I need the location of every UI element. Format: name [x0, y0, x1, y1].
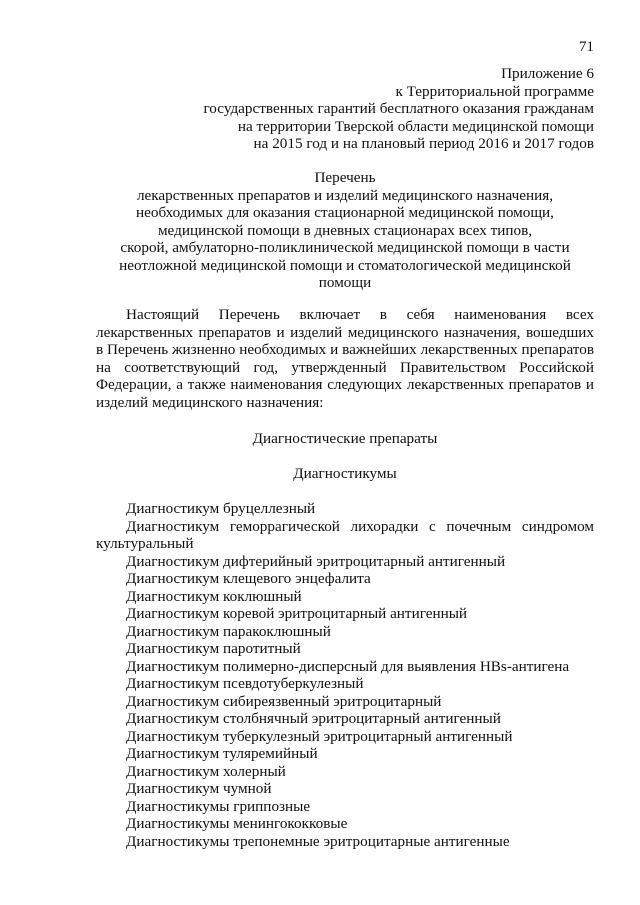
- list-item: Диагностикумы гриппозные: [126, 797, 311, 815]
- appendix-line: государственных гарантий бесплатного оказания гражданам: [203, 100, 594, 117]
- appendix-line: Приложение 6: [501, 65, 594, 82]
- list-item: Диагностикум туляремийный: [126, 745, 318, 762]
- list-item: Диагностикумы трепонемные эритроцитарные антигенные: [126, 832, 510, 850]
- list-item: Диагностикум холерный: [126, 762, 286, 780]
- title-line: Перечень: [314, 169, 376, 186]
- list-item: Диагностикум бруцеллезный: [126, 500, 316, 517]
- list-item: Диагностикум паротитный: [126, 640, 301, 657]
- appendix-line: к Территориальной программе: [395, 82, 594, 100]
- title-line: необходимых для оказания стационарной медицинской помощи,: [136, 204, 554, 221]
- section-heading: Диагностические препараты: [252, 430, 438, 447]
- list-item: Диагностикум чумной: [126, 780, 272, 797]
- title-line: медицинской помощи в дневных стационарах всех типов,: [157, 221, 533, 239]
- list-item: Диагностикум дифтерийный эритроцитарный антигенный: [126, 552, 506, 570]
- appendix-header: [114, 65, 594, 153]
- list-item: Диагностикум паракоклюшный: [126, 622, 331, 640]
- title-line: неотложной медицинской помощи и стоматологической медицинской: [119, 256, 571, 274]
- subsection-heading: Диагностикумы: [293, 465, 397, 482]
- appendix-line: на территории Тверской области медицинской помощи: [237, 117, 594, 135]
- diagnosticum-list: [96, 500, 594, 850]
- list-item: Диагностикум полимерно-дисперсный для выявления HBs-антигена: [126, 657, 570, 675]
- list-item: Диагностикум столбнячный эритроцитарный антигенный: [126, 710, 501, 727]
- title-line: скорой, амбулаторно-поликлинической медицинской помощи в части: [120, 239, 570, 256]
- list-item: Диагностикум туберкулезный эритроцитарный антигенный: [126, 727, 513, 745]
- list-item: Диагностикум сибиреязвенный эритроцитарный: [126, 692, 442, 710]
- title-line: помощи: [318, 274, 372, 291]
- title-line: лекарственных препаратов и изделий медицинского назначения,: [136, 186, 554, 204]
- page-number: 71: [578, 38, 594, 55]
- appendix-line: на 2015 год и на плановый период 2016 и 2017 годов: [253, 135, 594, 152]
- list-item: Диагностикум коревой эритроцитарный антигенный: [126, 605, 468, 622]
- intro-paragraph: Настоящий Перечень включает в себя наименования всех лекарственных препаратов и изделий медицинского назначения, вошедших в Перечень жизненно необходимых и важнейших лекарственных препаратов на соответствующий год, утвержденный Правительством Российской Федерации, а также наименования следующих лекарственных препаратов и изделий медицинского назначения:: [96, 306, 594, 411]
- list-item: Диагностикум коклюшный: [126, 587, 302, 605]
- list-item: Диагностикум псевдотуберкулезный: [126, 675, 364, 692]
- list-item: Диагностикум геморрагической лихорадки с почечным синдромом культуральный: [96, 517, 594, 552]
- list-item: Диагностикумы менингококковые: [126, 815, 348, 832]
- document-title: [96, 169, 594, 292]
- list-item: Диагностикум клещевого энцефалита: [126, 570, 371, 587]
